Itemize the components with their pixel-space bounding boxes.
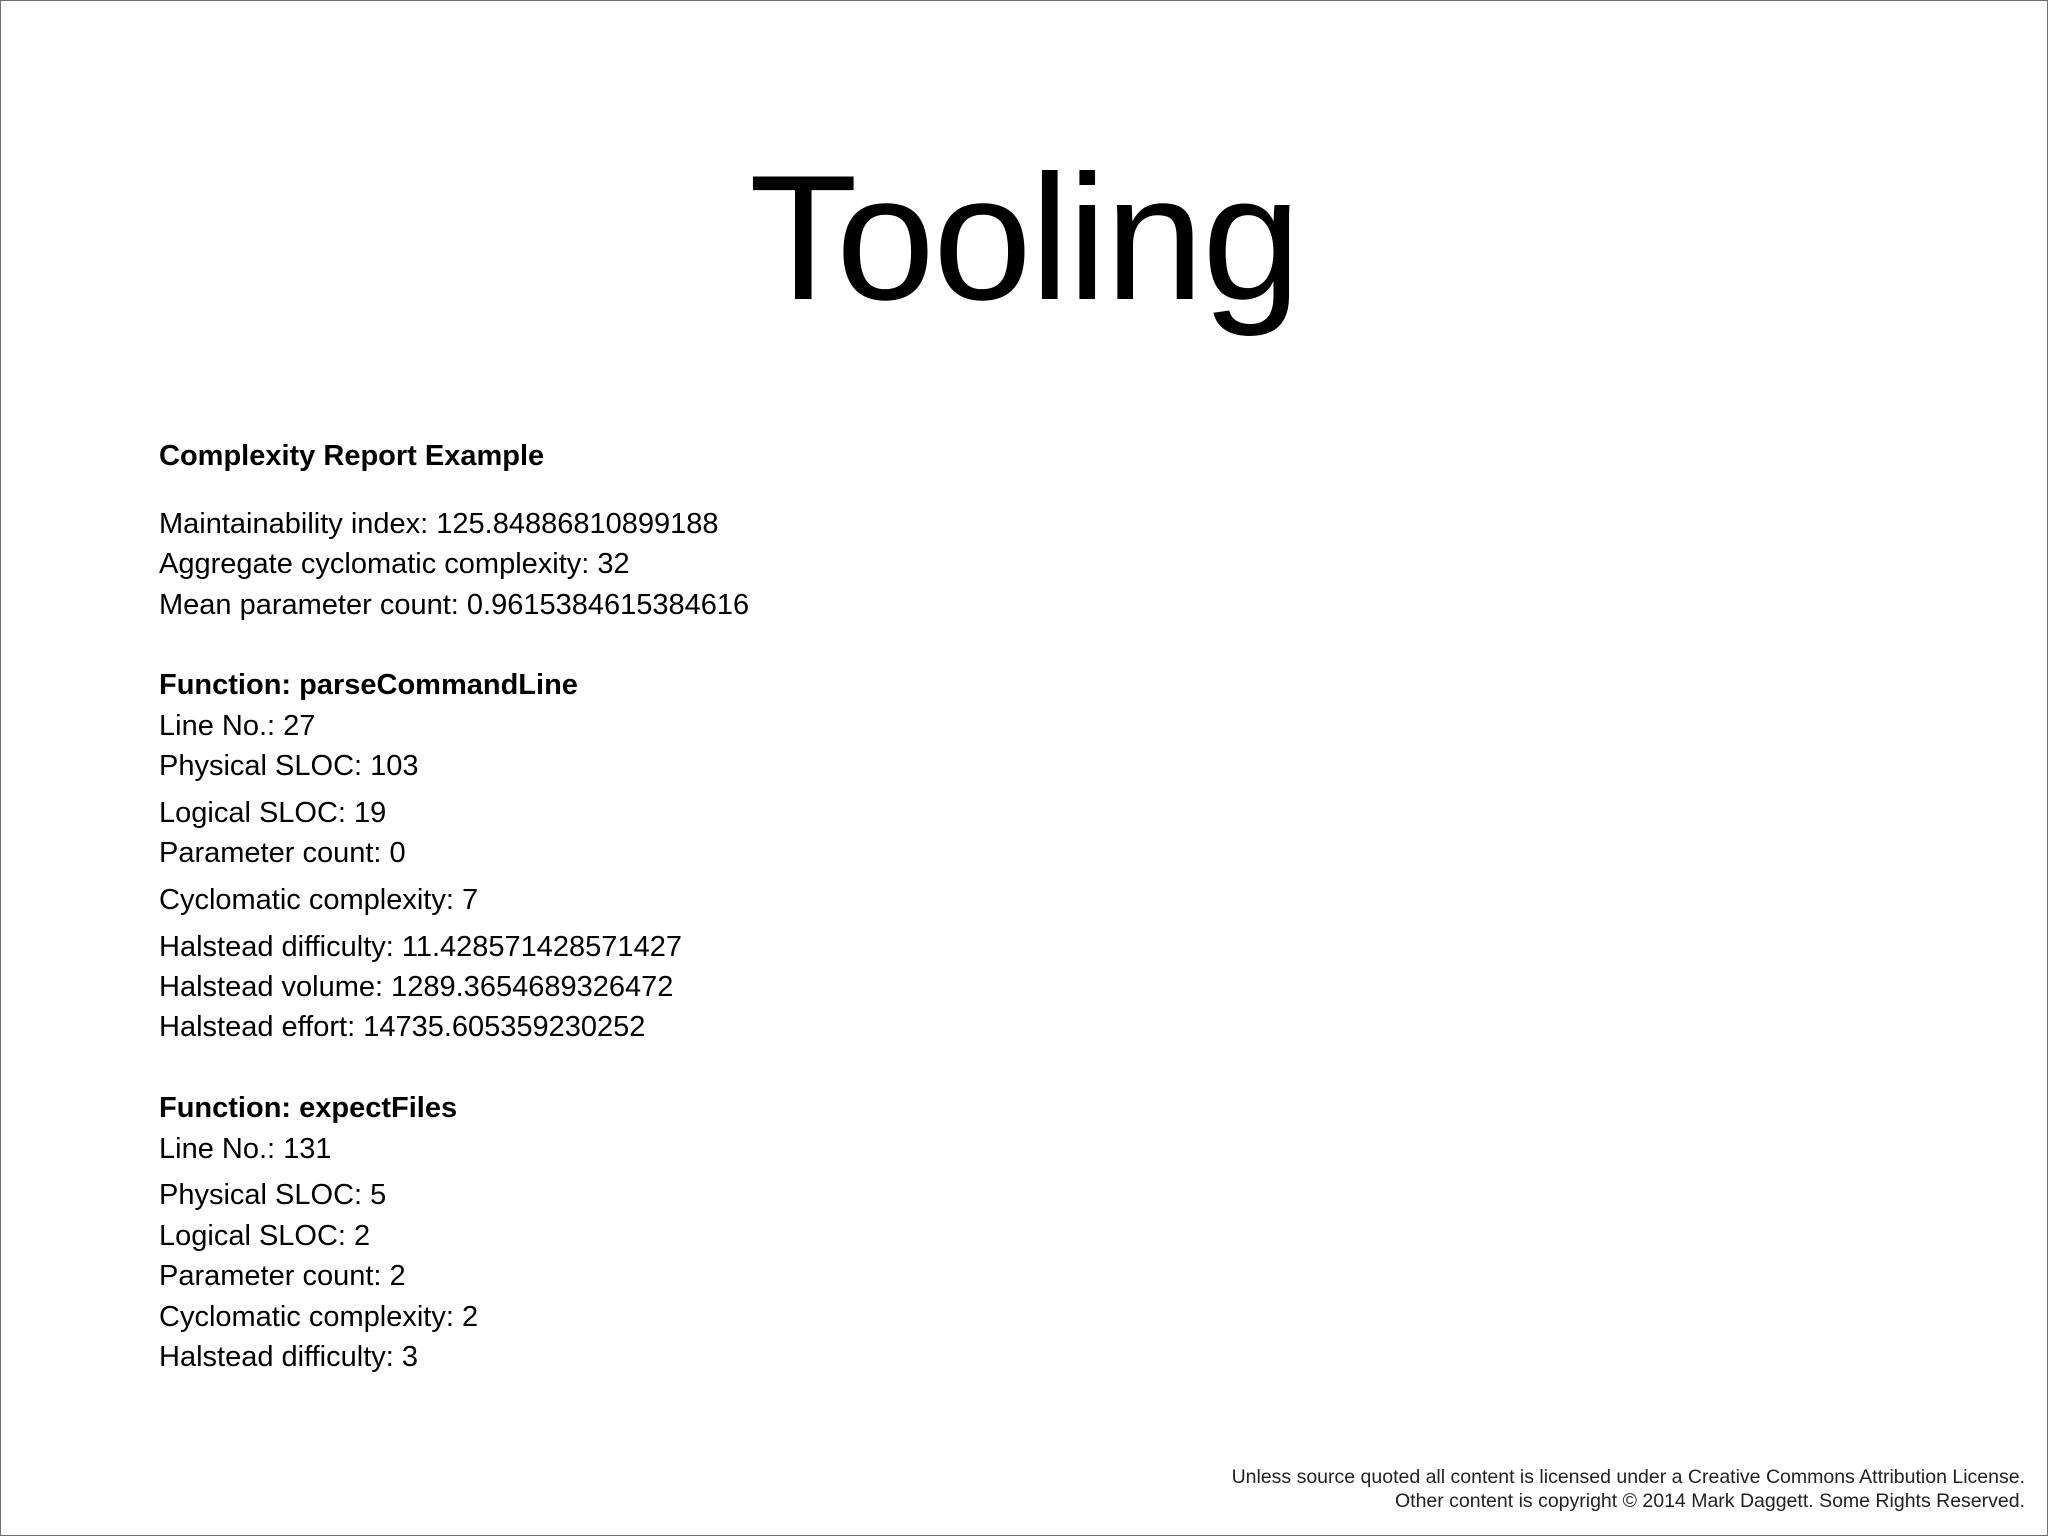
metric-parameter-count: Parameter count: 2 bbox=[159, 1260, 406, 1292]
summary-mean-parameter-count: Mean parameter count: 0.9615384615384616 bbox=[159, 589, 750, 621]
metric-halstead-volume: Halstead volume: 1289.3654689326472 bbox=[159, 971, 674, 1003]
metric-parameter-count: Parameter count: 0 bbox=[159, 837, 406, 869]
metric-logical-sloc: Logical SLOC: 2 bbox=[159, 1220, 371, 1252]
license-footer bbox=[1232, 1465, 2025, 1513]
metric-physical-sloc: Physical SLOC: 5 bbox=[159, 1179, 387, 1211]
report-heading: Complexity Report Example bbox=[159, 440, 545, 472]
metric-halstead-difficulty: Halstead difficulty: 3 bbox=[159, 1341, 418, 1373]
function-heading-expectfiles: Function: expectFiles bbox=[159, 1092, 458, 1124]
metric-halstead-effort: Halstead effort: 14735.605359230252 bbox=[159, 1011, 646, 1043]
summary-aggregate-cyclomatic-complexity: Aggregate cyclomatic complexity: 32 bbox=[159, 548, 630, 580]
license-line: Unless source quoted all content is licensed under a Creative Commons Attribution License. bbox=[1231, 1466, 2025, 1488]
metric-line-no: Line No.: 27 bbox=[159, 710, 316, 742]
metric-halstead-difficulty: Halstead difficulty: 11.428571428571427 bbox=[159, 931, 682, 963]
summary-maintainability-index: Maintainability index: 125.84886810899188 bbox=[159, 508, 719, 540]
function-heading-parsecommandline: Function: parseCommandLine bbox=[159, 669, 578, 701]
metric-line-no: Line No.: 131 bbox=[159, 1133, 332, 1165]
copyright-line: Other content is copyright © 2014 Mark Daggett. Some Rights Reserved. bbox=[1395, 1490, 2025, 1512]
metric-logical-sloc: Logical SLOC: 19 bbox=[159, 797, 387, 829]
metric-cyclomatic-complexity: Cyclomatic complexity: 7 bbox=[159, 884, 479, 916]
metric-physical-sloc: Physical SLOC: 103 bbox=[159, 750, 419, 782]
metric-cyclomatic-complexity: Cyclomatic complexity: 2 bbox=[159, 1301, 479, 1333]
slide-title: Tooling bbox=[748, 138, 1300, 337]
